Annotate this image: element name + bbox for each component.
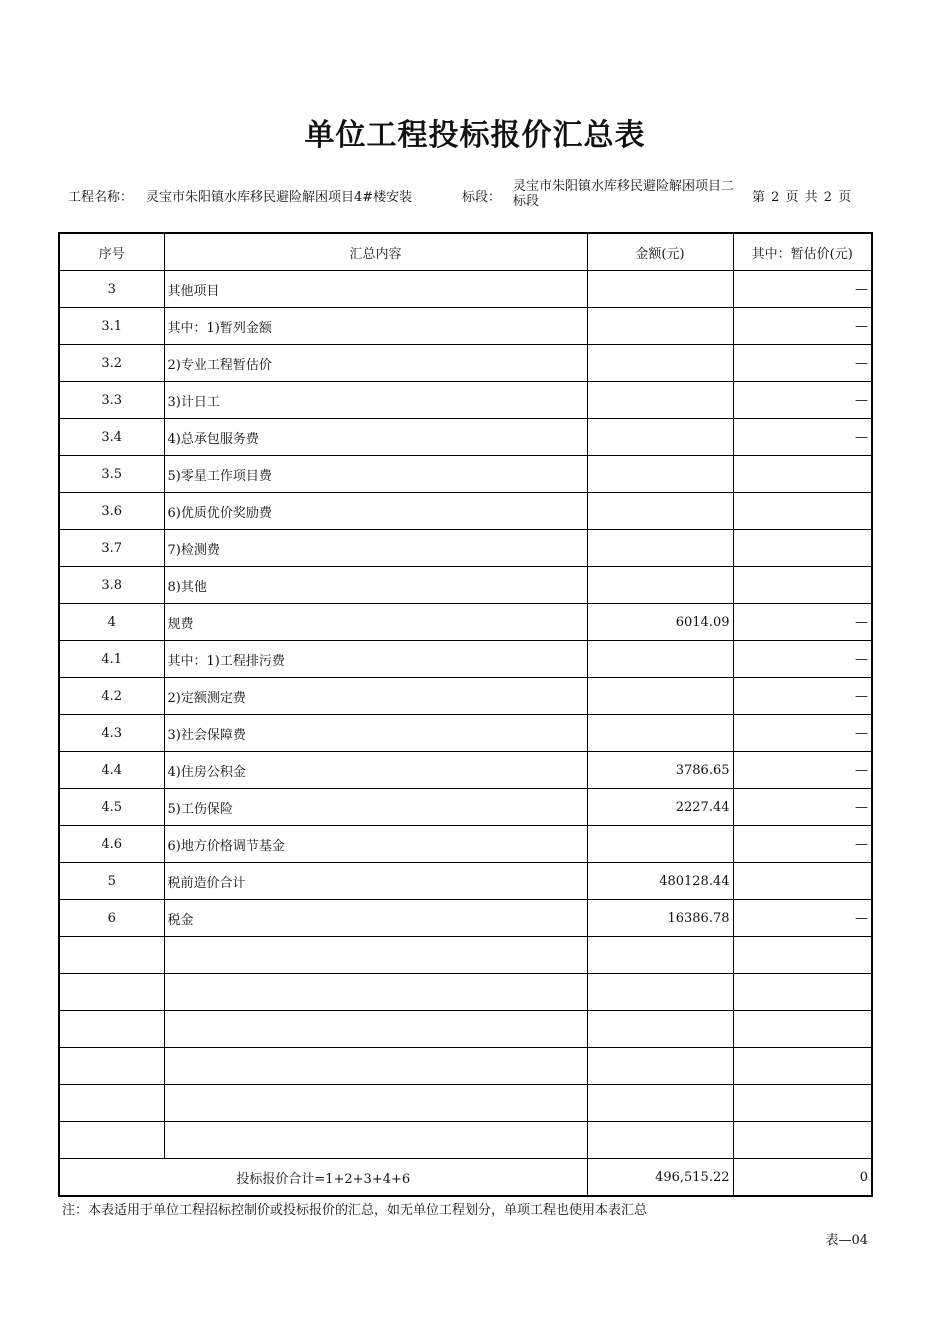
row-content: 税金 <box>164 900 587 937</box>
section-value: 灵宝市朱阳镇水库移民避险解困项目二标段 <box>513 179 735 209</box>
row-number: 3.1 <box>59 308 164 345</box>
row-estimate: — <box>733 641 872 678</box>
row-number <box>59 1048 164 1085</box>
row-number: 3.6 <box>59 493 164 530</box>
table-row <box>59 419 872 456</box>
row-number: 3.2 <box>59 345 164 382</box>
row-amount <box>587 530 733 567</box>
row-amount <box>587 1085 733 1122</box>
row-number: 3 <box>59 271 164 308</box>
row-amount <box>587 678 733 715</box>
row-estimate: — <box>733 900 872 937</box>
row-estimate <box>733 567 872 604</box>
row-number: 4.1 <box>59 641 164 678</box>
row-content: 4)总承包服务费 <box>164 419 587 456</box>
row-estimate: — <box>733 308 872 345</box>
header-content: 汇总内容 <box>164 233 587 271</box>
row-content <box>164 1085 587 1122</box>
table-row <box>59 937 872 974</box>
row-content: 其他项目 <box>164 271 587 308</box>
row-estimate: — <box>733 789 872 826</box>
row-amount <box>587 345 733 382</box>
row-estimate: — <box>733 382 872 419</box>
table-row <box>59 1011 872 1048</box>
row-estimate: — <box>733 419 872 456</box>
row-content <box>164 974 587 1011</box>
table-body <box>59 271 872 1159</box>
row-content: 6)优质优价奖励费 <box>164 493 587 530</box>
row-amount <box>587 1048 733 1085</box>
row-content <box>164 1011 587 1048</box>
table-row <box>59 641 872 678</box>
row-content <box>164 937 587 974</box>
header-amount: 金额(元) <box>587 233 733 271</box>
row-content: 其中：1)工程排污费 <box>164 641 587 678</box>
row-content: 6)地方价格调节基金 <box>164 826 587 863</box>
row-number: 4 <box>59 604 164 641</box>
total-row <box>59 1159 872 1197</box>
row-content: 规费 <box>164 604 587 641</box>
row-number: 4.3 <box>59 715 164 752</box>
row-content: 税前造价合计 <box>164 863 587 900</box>
row-estimate <box>733 1048 872 1085</box>
row-estimate <box>733 1085 872 1122</box>
row-amount: 3786.65 <box>587 752 733 789</box>
total-label: 投标报价合计=1+2+3+4+6 <box>59 1159 587 1197</box>
row-estimate: — <box>733 752 872 789</box>
table-row <box>59 308 872 345</box>
page-title: 单位工程投标报价汇总表 <box>304 118 646 153</box>
row-content: 3)计日工 <box>164 382 587 419</box>
table-row <box>59 1048 872 1085</box>
total-amount: 496,515.22 <box>587 1159 733 1197</box>
row-amount <box>587 419 733 456</box>
row-amount <box>587 271 733 308</box>
row-number: 3.8 <box>59 567 164 604</box>
row-amount <box>587 493 733 530</box>
row-content: 2)定额测定费 <box>164 678 587 715</box>
row-number <box>59 974 164 1011</box>
table-row <box>59 752 872 789</box>
row-number: 6 <box>59 900 164 937</box>
table-row <box>59 456 872 493</box>
row-number <box>59 1122 164 1159</box>
row-amount: 6014.09 <box>587 604 733 641</box>
row-number: 4.2 <box>59 678 164 715</box>
section-label: 标段： <box>462 190 502 205</box>
row-amount <box>587 715 733 752</box>
row-content: 3)社会保障费 <box>164 715 587 752</box>
row-estimate <box>733 493 872 530</box>
row-amount <box>587 456 733 493</box>
row-estimate <box>733 1011 872 1048</box>
row-number: 4.5 <box>59 789 164 826</box>
form-number: 表—04 <box>825 1233 868 1248</box>
table-row <box>59 1085 872 1122</box>
table-row <box>59 789 872 826</box>
row-estimate <box>733 937 872 974</box>
row-content: 4)住房公积金 <box>164 752 587 789</box>
table-row <box>59 900 872 937</box>
row-number: 3.7 <box>59 530 164 567</box>
row-content: 5)工伤保险 <box>164 789 587 826</box>
row-estimate <box>733 530 872 567</box>
total-estimate: 0 <box>733 1159 872 1197</box>
project-name-value: 灵宝市朱阳镇水库移民避险解困项目4#楼安装 <box>146 190 413 205</box>
row-amount <box>587 974 733 1011</box>
row-content: 7)检测费 <box>164 530 587 567</box>
row-number <box>59 937 164 974</box>
table-row <box>59 271 872 308</box>
row-amount <box>587 1122 733 1159</box>
row-number: 4.4 <box>59 752 164 789</box>
project-name-label: 工程名称： <box>68 190 134 205</box>
table-row <box>59 530 872 567</box>
row-number: 5 <box>59 863 164 900</box>
row-amount <box>587 1011 733 1048</box>
table-row <box>59 678 872 715</box>
table-row <box>59 567 872 604</box>
table-header-row <box>59 233 872 271</box>
row-number: 3.4 <box>59 419 164 456</box>
table-row <box>59 604 872 641</box>
row-content <box>164 1122 587 1159</box>
row-number <box>59 1011 164 1048</box>
row-estimate: — <box>733 715 872 752</box>
table-row <box>59 493 872 530</box>
row-amount <box>587 641 733 678</box>
row-amount <box>587 826 733 863</box>
row-estimate: — <box>733 604 872 641</box>
table-row <box>59 345 872 382</box>
row-estimate <box>733 456 872 493</box>
table-row <box>59 863 872 900</box>
row-number: 4.6 <box>59 826 164 863</box>
row-content: 其中：1)暂列金额 <box>164 308 587 345</box>
table-row <box>59 382 872 419</box>
footnote: 注：本表适用于单位工程招标控制价或投标报价的汇总，如无单位工程划分，单项工程也使用本表汇总 <box>62 1203 648 1218</box>
row-content <box>164 1048 587 1085</box>
row-content: 5)零星工作项目费 <box>164 456 587 493</box>
row-estimate: — <box>733 271 872 308</box>
table-row <box>59 1122 872 1159</box>
row-number: 3.5 <box>59 456 164 493</box>
row-content: 2)专业工程暂估价 <box>164 345 587 382</box>
row-amount <box>587 308 733 345</box>
table-row <box>59 826 872 863</box>
table-row <box>59 974 872 1011</box>
row-estimate: — <box>733 345 872 382</box>
page-info: 第 2 页 共 2 页 <box>752 190 853 205</box>
header-no: 序号 <box>59 233 164 271</box>
row-amount: 2227.44 <box>587 789 733 826</box>
row-number <box>59 1085 164 1122</box>
row-estimate <box>733 974 872 1011</box>
row-amount: 480128.44 <box>587 863 733 900</box>
project-info <box>0 178 950 212</box>
row-amount: 16386.78 <box>587 900 733 937</box>
row-content: 8)其他 <box>164 567 587 604</box>
table-row <box>59 715 872 752</box>
row-amount <box>587 382 733 419</box>
row-amount <box>587 937 733 974</box>
row-amount <box>587 567 733 604</box>
row-estimate: — <box>733 678 872 715</box>
row-number: 3.3 <box>59 382 164 419</box>
row-estimate <box>733 863 872 900</box>
row-estimate <box>733 1122 872 1159</box>
row-estimate: — <box>733 826 872 863</box>
summary-table <box>58 232 873 1197</box>
header-estimate: 其中：暂估价(元) <box>733 233 872 271</box>
